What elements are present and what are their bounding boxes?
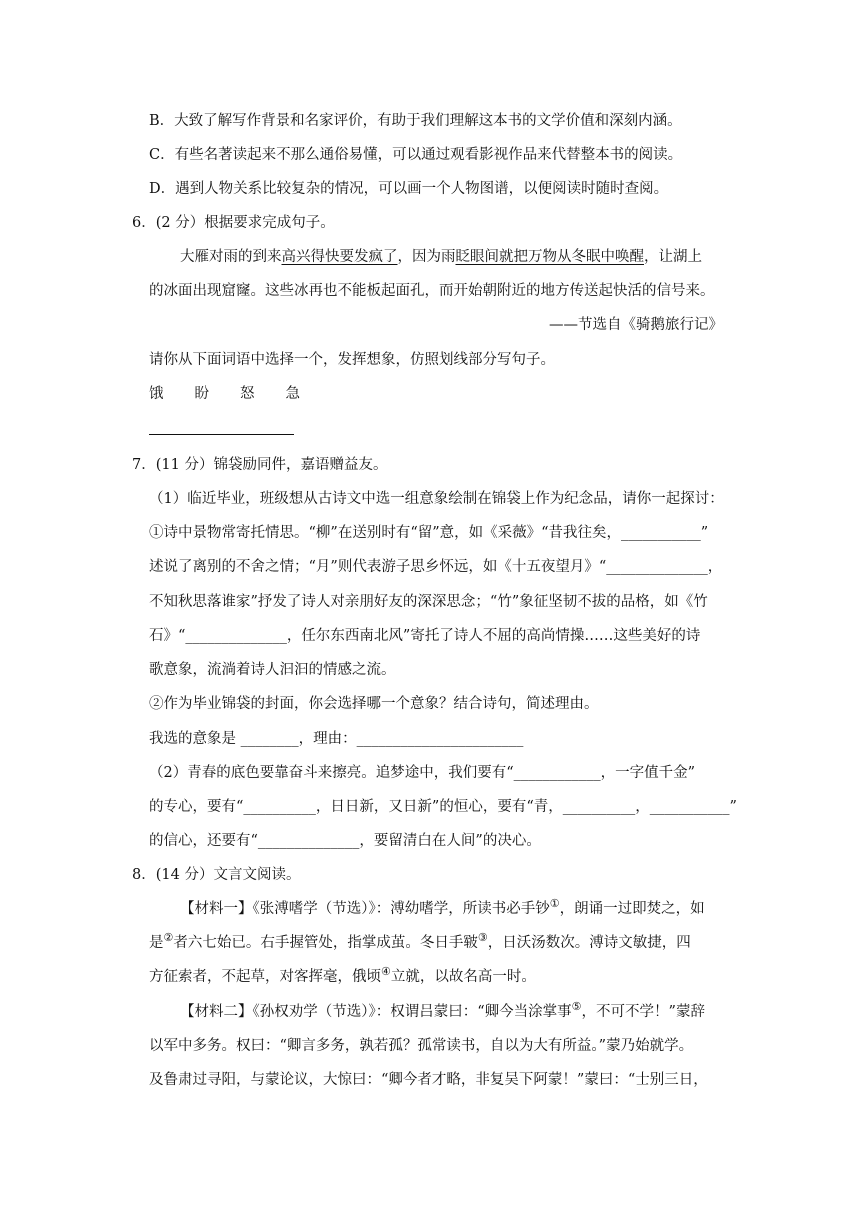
q8-material2-line2: 以军中多务。权曰：“卿言多务，孰若孤？孤常读书，自以为大有所益。”蒙乃始就学。: [149, 1038, 694, 1054]
q6-text: 大雁对雨的到来: [180, 249, 282, 265]
q6-text: ，因为雨: [397, 249, 456, 265]
q7-line: 的专心，要有“__________，日日新，又日新”的恒心，要有“青，__________，___________”: [149, 799, 737, 815]
q7-line: ②作为毕业锦袋的封面，你会选择哪一个意象？结合诗句，简述理由。: [149, 696, 599, 712]
word-choice: 急: [285, 386, 300, 402]
q8-material1-line3: [149, 967, 536, 987]
q8-text: 方征索者，不起草，对客挥毫，俄顷: [149, 969, 381, 985]
q8-material1-line2: [149, 933, 691, 953]
footnote-marker: ⑤: [571, 1000, 582, 1014]
q8-text: 是: [149, 935, 164, 951]
q6-passage-line1: [180, 247, 702, 267]
q7-title: 7．(11 分）锦袋励同件，嘉语赠益友。: [132, 457, 388, 473]
q6-source: ——节选自《骑鹅旅行记》: [549, 317, 723, 333]
q6-underlined-phrase-2: 眨眼间就把万物从冬眠中唤醒: [455, 249, 644, 265]
footnote-marker: ③: [477, 931, 488, 945]
option-c: C．有些名著读起来不那么通俗易懂，可以通过观看影视作品来代替整本书的阅读。: [149, 147, 683, 163]
q8-text: ，日沃汤数次。溥诗文敏捷，四: [487, 935, 691, 951]
q8-title: 8．(14 分）文言文阅读。: [132, 867, 301, 883]
q8-text: 【材料二】《孙权劝学（节选）》：权谓吕蒙曰：“卿今当涂掌事: [180, 1004, 572, 1020]
q7-line: （2）青春的底色要靠奋斗来擦亮。追梦途中，我们要有“____________，一字值千金”: [149, 765, 696, 781]
option-b: B．大致了解写作背景和名家评价，有助于我们理解这本书的文学价值和深刻内涵。: [149, 113, 682, 129]
q6-title: 6．(2 分）根据要求完成句子。: [132, 215, 335, 231]
footnote-marker: ②: [163, 931, 174, 945]
q6-text: ，让湖上: [644, 249, 702, 265]
footnote-marker: ④: [381, 965, 391, 979]
word-choice: 怒: [240, 386, 255, 402]
footnote-marker: ①: [549, 897, 560, 911]
q6-underlined-phrase-1: 高兴得快要发疯了: [281, 249, 398, 265]
q8-text: ，朗诵一过即焚之，如: [559, 901, 705, 917]
q7-line: 不知秋思落谁家”抒发了诗人对亲朋好友的深深思念；“竹”象征坚韧不拔的品格，如《竹: [149, 594, 708, 610]
option-d: D．遇到人物关系比较复杂的情况，可以画一个人物图谱，以便阅读时随时查阅。: [149, 181, 669, 197]
q8-material2-line1: [180, 1002, 705, 1022]
word-choice: 盼: [194, 386, 209, 402]
q8-text: 【材料一】《张溥嗜学（节选）》：溥幼嗜学，所读书必手钞: [180, 901, 550, 917]
q8-text: 者六七始已。右手握管处，指掌成茧。冬日手皲: [173, 935, 478, 951]
q7-line: （1）临近毕业，班级想从古诗文中选一组意象绘制在锦袋上作为纪念品，请你一起探讨：: [149, 491, 724, 507]
word-choice: 饿: [149, 386, 164, 402]
q6-answer-line[interactable]: [149, 434, 294, 435]
q8-text: ，不可不学！”蒙辞: [581, 1004, 705, 1020]
q6-passage-line2: 的冰面出现窟窿。这些冰再也不能板起面孔，而开始朝附近的地方传送起快活的信号来。: [149, 283, 715, 299]
q7-line: 述说了离别的不舍之情；“月”则代表游子思乡怀远，如《十五夜望月》“______________，: [149, 559, 723, 575]
q7-line: 歌意象，流淌着诗人汩汩的情感之流。: [149, 662, 396, 678]
q7-line: 的信心，还要有“______________，要留清白在人间”的决心。: [149, 833, 541, 849]
q7-line: ①诗中景物常寄托情思。“柳”在送别时有“留”意，如《采薇》“昔我往矣，___________”: [149, 525, 709, 541]
q7-line: 我选的意象是 ________，理由：_______________________: [149, 731, 524, 747]
q6-instruction: 请你从下面词语中选择一个，发挥想象，仿照划线部分写句子。: [149, 352, 555, 368]
q6-word-choices: [149, 384, 331, 404]
q8-material2-line3: 及鲁肃过寻阳，与蒙论议，大惊曰：“卿今者才略，非复吴下阿蒙！”蒙曰：“士别三日，: [149, 1072, 708, 1088]
q8-material1-line1: [180, 899, 705, 919]
q8-text: 立就，以故名高一时。: [390, 969, 536, 985]
q7-line: 石》“______________，任尔东西南北风”寄托了诗人不屈的高尚情操……这些美好的诗: [149, 628, 701, 644]
